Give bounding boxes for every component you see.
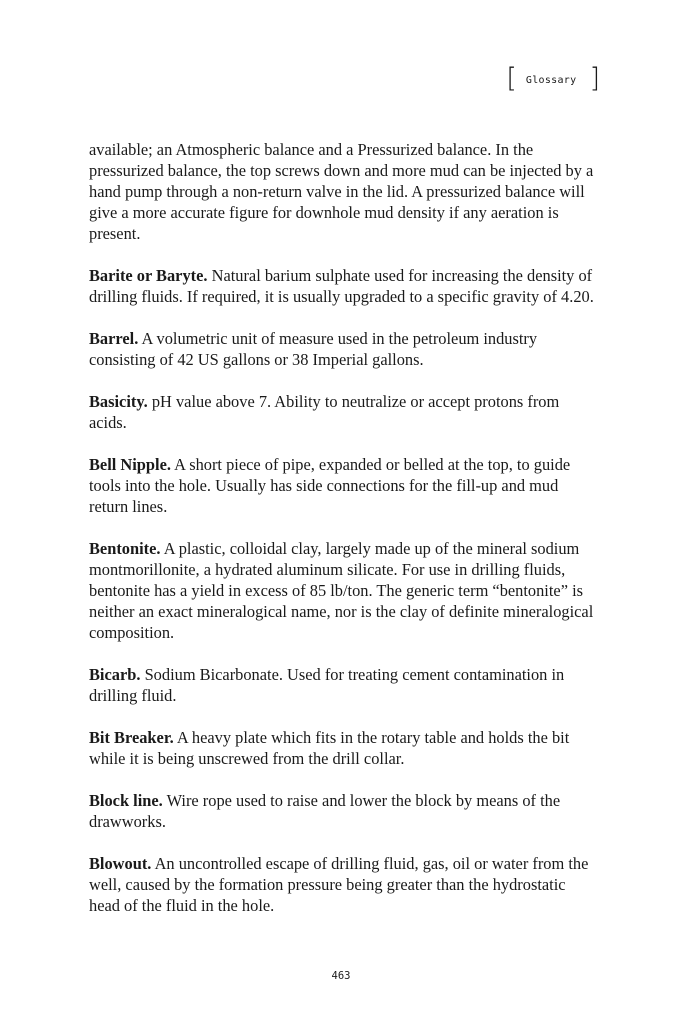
entry-text: Sodium Bicarbonate. Used for treating cement contamination in drilling fluid.: [89, 665, 565, 705]
entry-term: Bell Nipple.: [89, 455, 171, 474]
running-header: [506, 64, 600, 94]
glossary-entry-bentonite: [89, 538, 599, 643]
entry-term: Basicity.: [89, 392, 148, 411]
entry-text: A volumetric unit of measure used in the petroleum industry consisting of 42 US gallons or 38 Imperial gallons.: [89, 329, 538, 369]
entry-text: pH value above 7. Ability to neutralize or accept protons from acids.: [89, 392, 560, 432]
entry-term: Bit Breaker.: [89, 728, 174, 747]
entry-text: A plastic, colloidal clay, largely made up of the mineral sodium montmorillonite, a hydrated aluminum silicate. For use in drilling fluids, bentonite has a yield in excess of 85 lb/ton. The generic term “bentonite” is neither an exact mineralogical name, nor is the clay of definite mineralogical composition.: [89, 539, 594, 642]
entry-text: A heavy plate which fits in the rotary table and holds the bit while it is being unscrewed from the drill collar.: [89, 728, 570, 768]
header-bracket-open: [: [506, 63, 517, 94]
glossary-entry-continued: [89, 139, 599, 244]
glossary-entry-basicity: [89, 391, 599, 433]
entry-term: Blowout.: [89, 854, 152, 873]
glossary-entry-bicarb: [89, 664, 599, 706]
glossary-entry-barrel: [89, 328, 599, 370]
glossary-entry-bell-nipple: [89, 454, 599, 517]
entry-text: available; an Atmospheric balance and a Pressurized balance. In the pressurized balance, the top screws down and more mud can be injected by a hand pump through a non-return valve in the lid. A pressurized balance will give a more accurate figure for downhole mud density if any aeration is present.: [89, 140, 594, 243]
entry-term: Barrel.: [89, 329, 139, 348]
page-number: 463: [331, 970, 351, 982]
entry-text: A short piece of pipe, expanded or belled at the top, to guide tools into the hole. Usually has side connections for the fill-up and mud return lines.: [89, 455, 571, 516]
glossary-entry-block-line: [89, 790, 599, 832]
header-bracket-close: ]: [589, 63, 600, 94]
entry-text: An uncontrolled escape of drilling fluid, gas, oil or water from the well, caused by the formation pressure being greater than the hydrostatic head of the fluid in the hole.: [89, 854, 589, 915]
section-title: Glossary: [525, 74, 577, 86]
entry-text: Wire rope used to raise and lower the block by means of the drawworks.: [89, 791, 561, 831]
entry-term: Block line.: [89, 791, 163, 810]
glossary-entry-blowout: [89, 853, 599, 916]
entry-term: Barite or Baryte.: [89, 266, 208, 285]
glossary-body: [89, 139, 599, 937]
glossary-entry-bit-breaker: [89, 727, 599, 769]
entry-text: Natural barium sulphate used for increasing the density of drilling fluids. If required, it is usually upgraded to a specific gravity of 4.20.: [89, 266, 594, 306]
entry-term: Bentonite.: [89, 539, 161, 558]
glossary-entry-barite: [89, 265, 599, 307]
entry-term: Bicarb.: [89, 665, 141, 684]
